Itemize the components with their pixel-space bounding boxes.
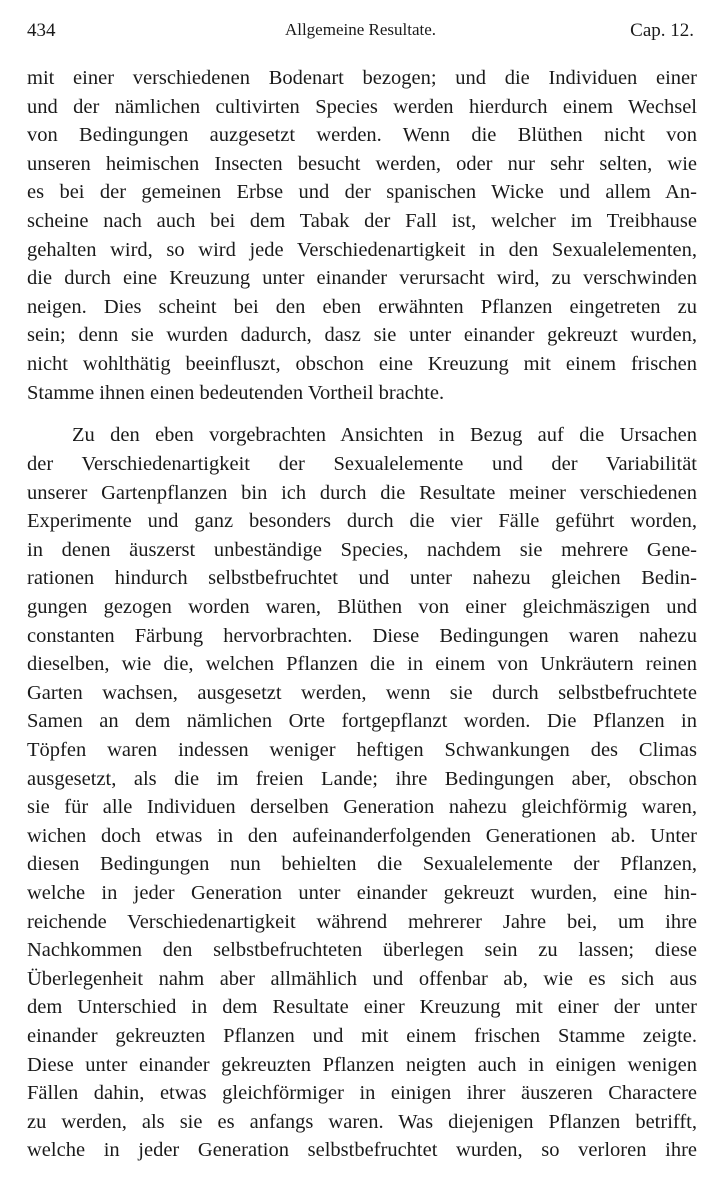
- text-line: neigen. Dies scheint bei den eben erwähnten Pflanzen eingetreten zu: [27, 296, 697, 318]
- text-line: ausgesetzt, als die im freien Lande; ihre Bedingungen aber, obschon: [27, 768, 697, 790]
- text-line: nicht wohlthätig beeinfluszt, obschon eine Kreuzung mit einem frischen: [27, 353, 697, 375]
- text-line: Überlegenheit nahm aber allmählich und offenbar ab, wie es sich aus: [27, 968, 697, 990]
- text-line: diesen Bedingungen nun behielten die Sexualelemente der Pflanzen,: [27, 853, 697, 875]
- text-line: Nachkommen den selbstbefruchteten überlegen sein zu lassen; diese: [27, 939, 697, 961]
- text-line: Garten wachsen, ausgesetzt werden, wenn sie durch selbstbefruchtete: [27, 682, 697, 704]
- text-line: Fällen dahin, etwas gleichförmiger in einigen ihrer äuszeren Charactere: [27, 1082, 697, 1104]
- text-line: gungen gezogen worden waren, Blüthen von einer gleichmäszigen und: [27, 596, 697, 618]
- text-line: welche in jeder Generation unter einander gekreuzt wurden, eine hin-: [27, 882, 697, 904]
- text-line: einander gekreuzten Pflanzen und mit einem frischen Stamme zeigte.: [27, 1025, 697, 1047]
- text-line: die durch eine Kreuzung unter einander verursacht wird, zu verschwinden: [27, 267, 697, 289]
- text-line: es bei der gemeinen Erbse und der spanischen Wicke und allem An-: [27, 181, 697, 203]
- text-line: Diese unter einander gekreuzten Pflanzen neigten auch in einigen wenigen: [27, 1054, 697, 1076]
- text-line: sie für alle Individuen derselben Generation nahezu gleichförmig waren,: [27, 796, 697, 818]
- text-line: dieselben, wie die, welchen Pflanzen die in einem von Unkräutern reinen: [27, 653, 697, 675]
- text-line: scheine nach auch bei dem Tabak der Fall ist, welcher im Treibhause: [27, 210, 697, 232]
- text-line: Samen an dem nämlichen Orte fortgepflanzt worden. Die Pflanzen in: [27, 710, 697, 732]
- text-line: in denen äuszerst unbeständige Species, nachdem sie mehrere Gene-: [27, 539, 697, 561]
- running-title: Allgemeine Resultate.: [284, 20, 437, 39]
- text-line: unserer Gartenpflanzen bin ich durch die Resultate meiner verschiedenen: [27, 482, 697, 504]
- text-line: gehalten wird, so wird jede Verschiedenartigkeit in den Sexualelementen,: [27, 239, 697, 261]
- text-line: der Verschiedenartigkeit der Sexualelemente und der Variabilität: [27, 453, 697, 475]
- text-line: rationen hindurch selbstbefruchtet und unter nahezu gleichen Bedin-: [27, 567, 697, 589]
- text-line: constanten Färbung hervorbrachten. Diese Bedingungen waren nahezu: [27, 625, 697, 647]
- text-line: Zu den eben vorgebrachten Ansichten in Bezug auf die Ursachen: [72, 424, 697, 446]
- text-line: mit einer verschiedenen Bodenart bezogen; und die Individuen einer: [27, 67, 697, 89]
- text-line: reichende Verschiedenartigkeit während mehrerer Jahre bei, um ihre: [27, 911, 697, 933]
- text-line: dem Unterschied in dem Resultate einer Kreuzung mit einer der unter: [27, 996, 697, 1018]
- text-line: unseren heimischen Insecten besucht werden, oder nur sehr selten, wie: [27, 153, 697, 175]
- text-line: Töpfen waren indessen weniger heftigen Schwankungen des Climas: [27, 739, 697, 761]
- chapter-label: Cap. 12.: [630, 20, 694, 41]
- text-line: Experimente und ganz besonders durch die vier Fälle geführt worden,: [27, 510, 697, 532]
- text-line: und der nämlichen cultivirten Species werden hierdurch einem Wechsel: [27, 96, 697, 118]
- text-line: Stamme ihnen einen bedeutenden Vortheil brachte.: [27, 382, 445, 404]
- running-head: [27, 20, 694, 46]
- page-number: 434: [27, 20, 56, 41]
- text-line: von Bedingungen auzgesetzt werden. Wenn die Blüthen nicht von: [27, 124, 697, 146]
- text-line: wichen doch etwas in den aufeinanderfolgenden Generationen ab. Unter: [27, 825, 697, 847]
- text-line: welche in jeder Generation selbstbefruchtet wurden, so verloren ihre: [27, 1139, 697, 1161]
- text-line: zu werden, als sie es anfangs waren. Was diejenigen Pflanzen betrifft,: [27, 1111, 697, 1133]
- text-line: sein; denn sie wurden dadurch, dasz sie unter einander gekreuzt wurden,: [27, 324, 697, 346]
